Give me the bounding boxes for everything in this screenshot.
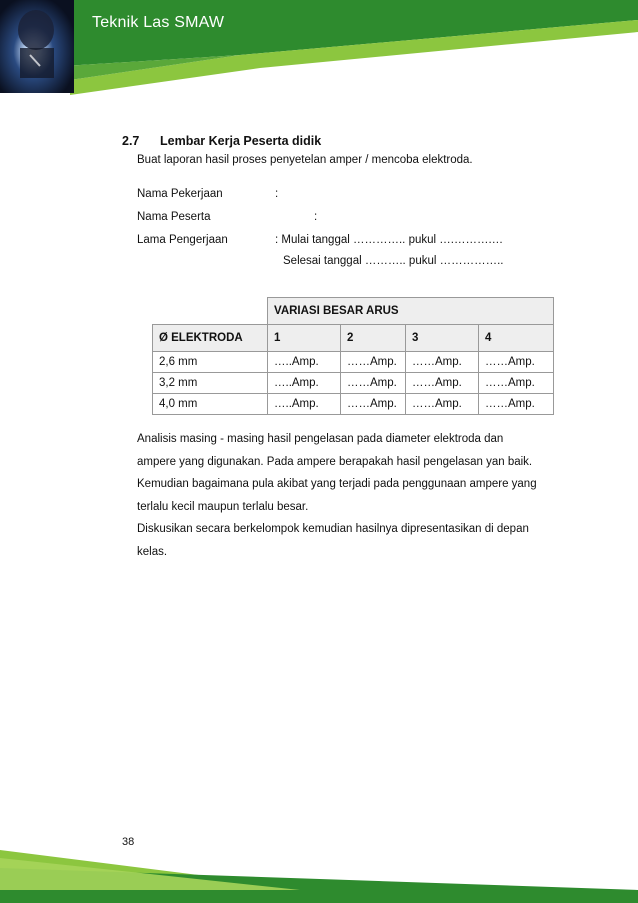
table-row (153, 373, 554, 394)
analysis-line: Kemudian bagaimana pula akibat yang terjadi pada penggunaan ampere yang (137, 478, 537, 490)
amp-cell: ……Amp. (406, 394, 479, 415)
section-title (122, 134, 321, 148)
page-number: 38 (122, 836, 135, 848)
diameter-cell: 2,6 mm (153, 352, 268, 373)
page-header (0, 0, 638, 95)
amp-cell: ……Amp. (406, 373, 479, 394)
amp-cell: …..Amp. (268, 352, 341, 373)
section-title-text: Lembar Kerja Peserta didik (160, 134, 322, 148)
analysis-paragraph (137, 428, 567, 563)
amp-cell: ……Amp. (479, 373, 554, 394)
form-value: : Mulai tanggal ………….. pukul ….……….… (275, 234, 504, 246)
footer-banner (0, 850, 638, 903)
analysis-line: terlalu kecil maupun terlalu besar. (137, 500, 309, 513)
amp-cell: …..Amp. (268, 373, 341, 394)
analysis-line: kelas. (137, 545, 168, 558)
electrode-header: Ø ELEKTRODA (153, 325, 268, 352)
diameter-cell: 4,0 mm (153, 394, 268, 415)
welder-photo (0, 0, 74, 93)
analysis-line: Diskusikan secara berkelompok kemudian hasilnya dipresentasikan di depan (137, 523, 529, 535)
amp-cell: ……Amp. (341, 394, 406, 415)
diameter-cell: 3,2 mm (153, 373, 268, 394)
analysis-line: Analisis masing - masing hasil pengelasan pada diameter elektroda dan (137, 433, 504, 445)
form-value: : (275, 188, 279, 200)
group-header: VARIASI BESAR ARUS (268, 298, 554, 325)
form-value: : (314, 211, 318, 223)
amp-cell: ……Amp. (479, 352, 554, 373)
table-row (153, 352, 554, 373)
form-label: Nama Peserta (137, 211, 211, 223)
column-header: 1 (268, 325, 341, 352)
amp-cell: …..Amp. (268, 394, 341, 415)
amperage-table (152, 297, 554, 415)
form-extra-line: Selesai tanggal ……….. pukul …………….. (283, 255, 504, 267)
section-intro: Buat laporan hasil proses penyetelan amper / mencoba elektroda. (137, 154, 473, 166)
header-title: Teknik Las SMAW (92, 14, 225, 31)
amp-cell: ……Amp. (341, 373, 406, 394)
form-label: Nama Pekerjaan (137, 188, 223, 200)
column-header: 2 (341, 325, 406, 352)
column-header: 4 (479, 325, 554, 352)
column-header: 3 (406, 325, 479, 352)
form-label: Lama Pengerjaan (137, 234, 228, 246)
section-number: 2.7 (122, 134, 140, 148)
table-row (153, 394, 554, 415)
amp-cell: ……Amp. (406, 352, 479, 373)
analysis-line: ampere yang digunakan. Pada ampere berapakah hasil pengelasan yan baik. (137, 455, 533, 468)
amp-cell: ……Amp. (341, 352, 406, 373)
amp-cell: ……Amp. (479, 394, 554, 415)
